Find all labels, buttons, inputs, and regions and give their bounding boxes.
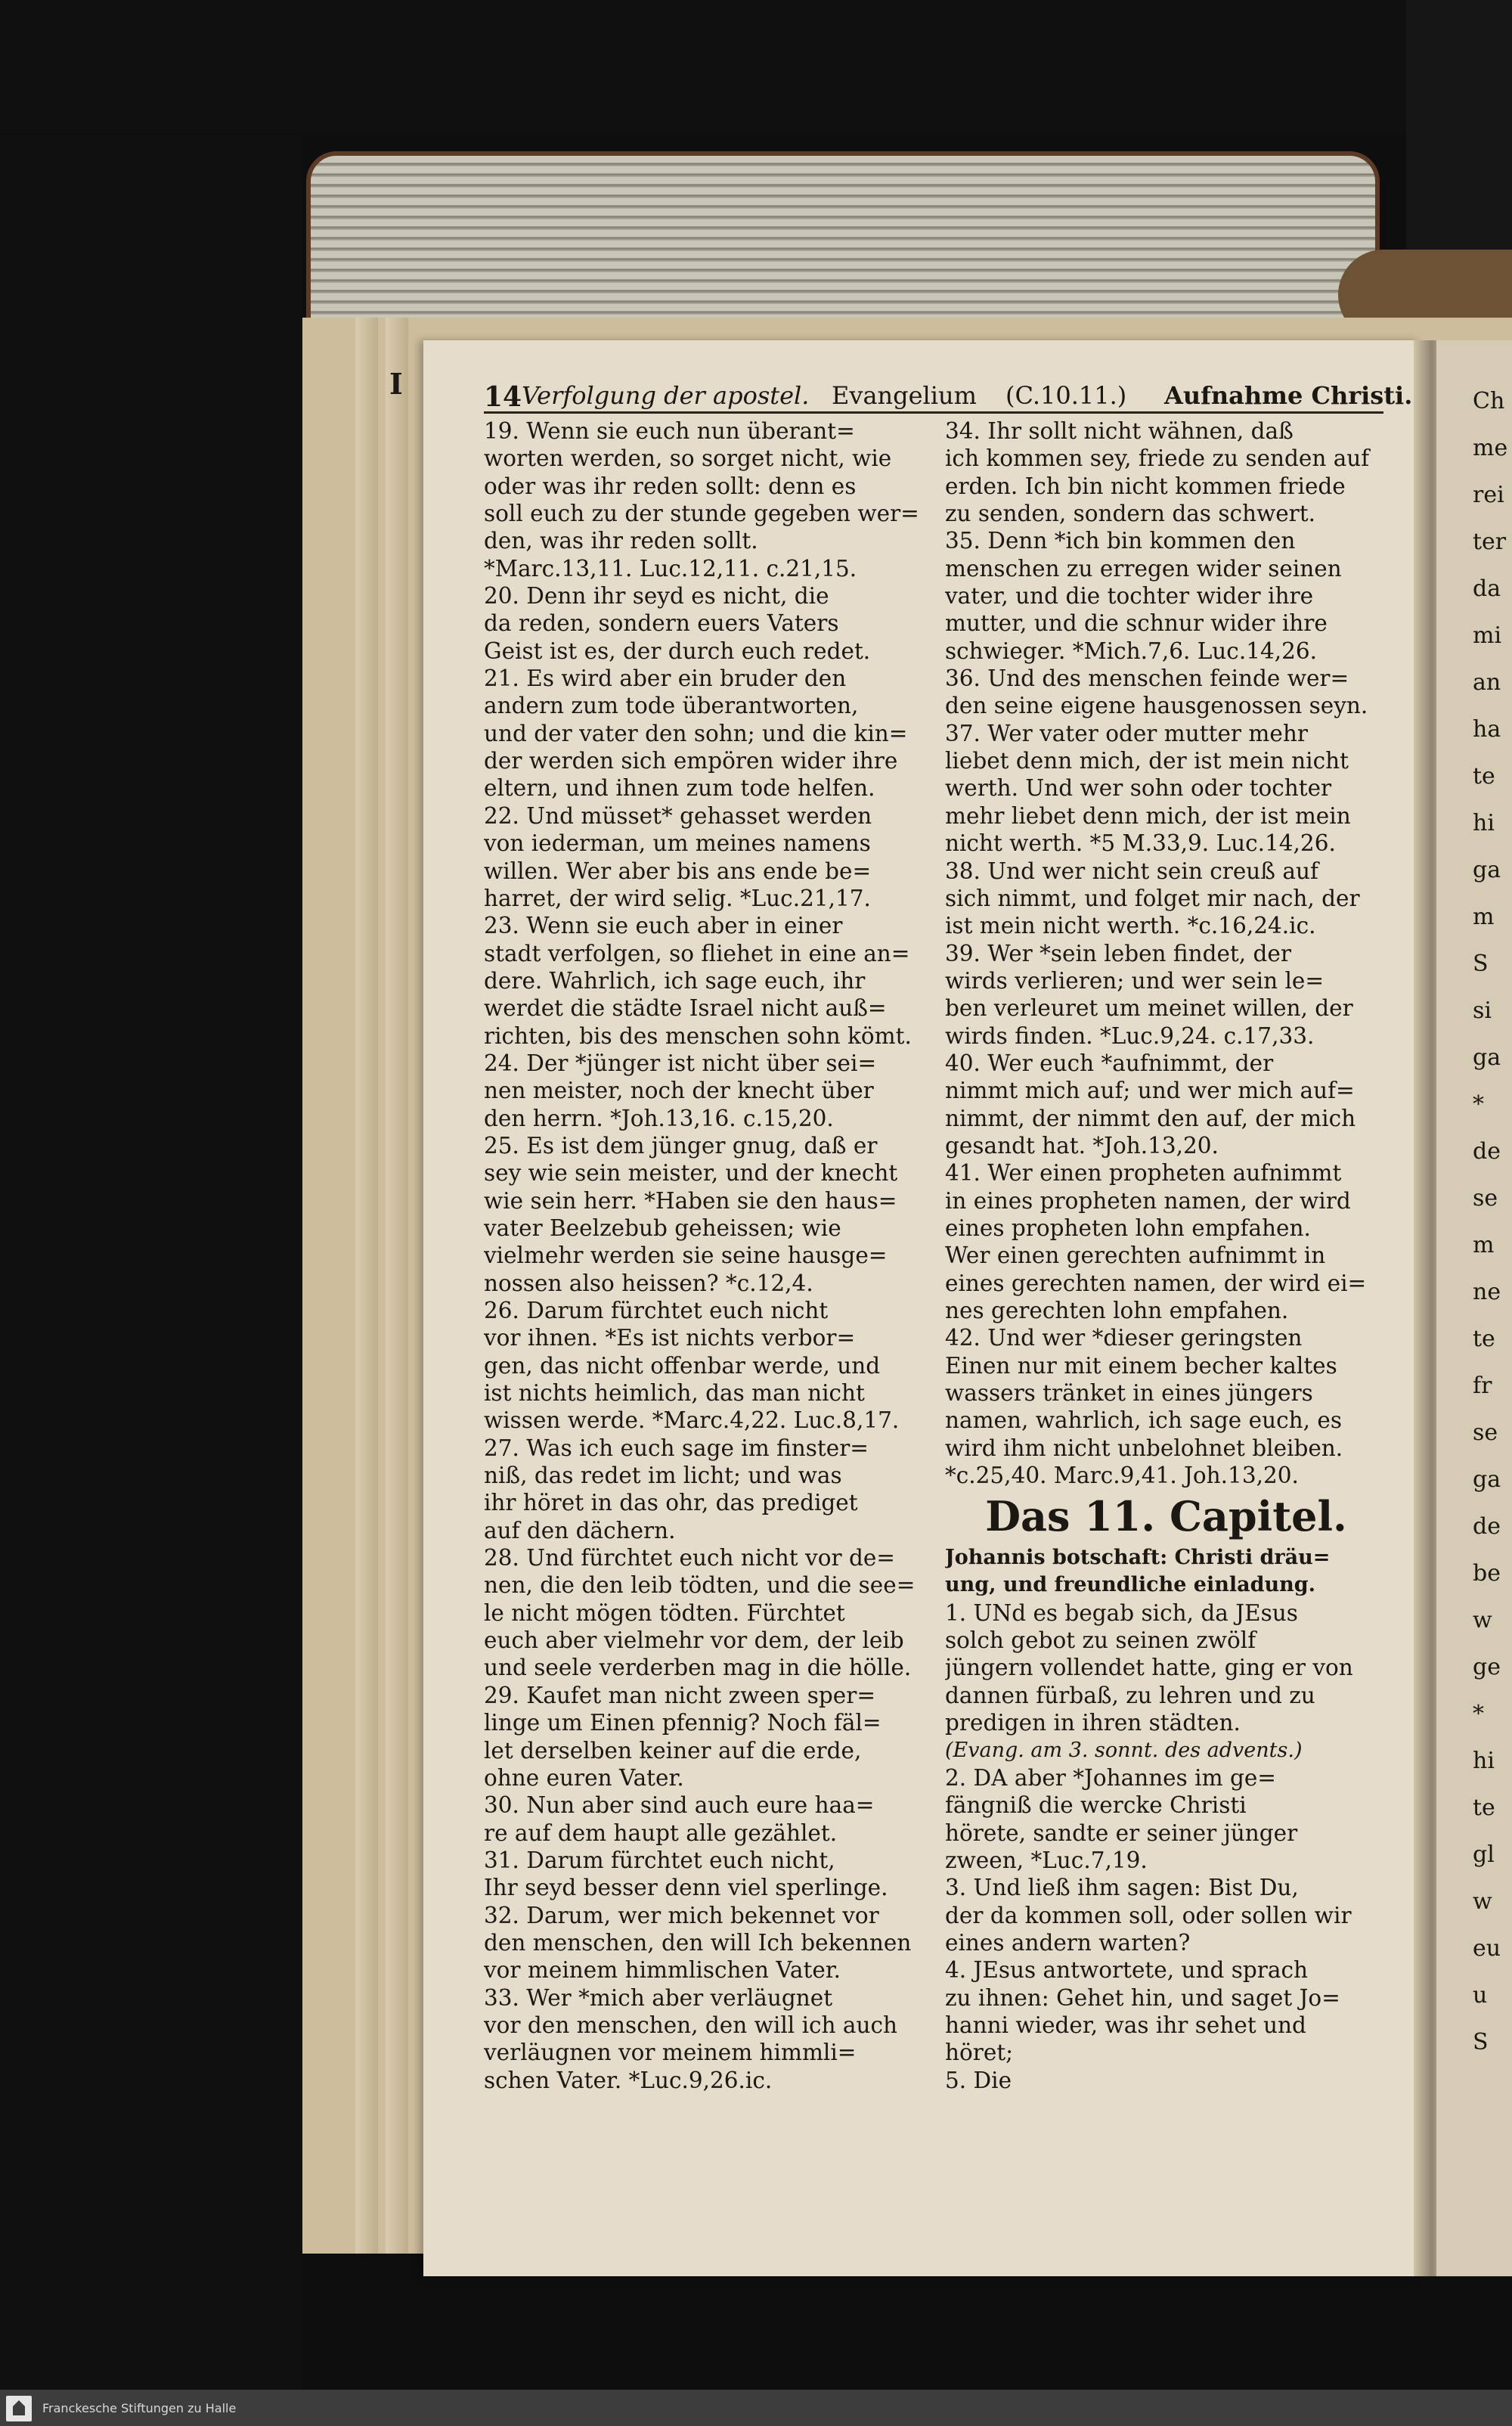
facing-page-fragment: m — [1473, 904, 1495, 930]
verse-line: gen, das nicht offenbar werde, und — [484, 1352, 881, 1379]
facing-page-fragments — [1473, 378, 1512, 2117]
facing-page-fragment: ge — [1473, 1654, 1501, 1680]
margin-mark: I — [389, 367, 403, 401]
verse-line: 41. Wer einen propheten aufnimmt — [945, 1160, 1342, 1187]
verse-line: richten, bis des menschen sohn kömt. — [484, 1022, 912, 1049]
verse-line: da reden, sondern euers Vaters — [484, 610, 839, 637]
verse-line: liebet denn mich, der ist mein nicht — [945, 748, 1349, 774]
facing-page-fragment: me — [1473, 435, 1508, 461]
verse-line: euch aber vielmehr vor dem, der leib — [484, 1627, 904, 1654]
verse-line: re auf dem haupt alle gezählet. — [484, 1820, 838, 1846]
verse-line: 33. Wer *mich aber verläugnet — [484, 1984, 833, 2011]
verse-line: 22. Und müsset* gehasset werden — [484, 802, 872, 829]
verse-line: 39. Wer *sein leben findet, der — [945, 940, 1291, 966]
facing-page-fragment: m — [1473, 1232, 1495, 1258]
chapter-heading: Das 11. Capitel. — [985, 1492, 1347, 1541]
facing-page-fragment: da — [1473, 575, 1501, 602]
verse-line: ist nichts heimlich, das man nicht — [484, 1380, 865, 1407]
facing-page-fragment: Ch — [1473, 388, 1505, 414]
verse-line: harret, der wird selig. *Luc.21,17. — [484, 885, 871, 911]
verse-line: zween, *Luc.7,19. — [945, 1847, 1148, 1873]
verse-line: ohne euren Vater. — [484, 1764, 684, 1791]
footer-text: Franckesche Stiftungen zu Halle — [42, 2401, 237, 2415]
facing-page-fragment: S — [1473, 2029, 1489, 2055]
verse-line: dannen fürbaß, zu lehren und zu — [945, 1682, 1315, 1708]
verse-line: höret; — [945, 2040, 1014, 2066]
verse-line: verläugnen vor meinem himmli= — [484, 2040, 857, 2066]
facing-page-fragment: w — [1473, 1888, 1492, 1915]
verse-line: den seine eigene hausgenossen seyn. — [945, 693, 1368, 719]
verse-line: 2. DA aber *Johannes im ge= — [945, 1764, 1277, 1791]
verse-line: 32. Darum, wer mich bekennet vor — [484, 1902, 879, 1928]
verse-line: nen, die den leib tödten, und die see= — [484, 1572, 916, 1599]
chapter-summary-line: Johannis botschaft: Christi dräu= — [945, 1546, 1331, 1570]
verse-line: vielmehr werden sie seine hausge= — [484, 1242, 888, 1269]
verse-line: und seele verderben mag in die hölle. — [484, 1655, 912, 1681]
verse-line: ist mein nicht werth. *c.16,24.ic. — [945, 913, 1316, 939]
verse-line: den herrn. *Joh.13,16. c.15,20. — [484, 1105, 834, 1131]
verse-line: 34. Ihr sollt nicht wähnen, daß — [945, 418, 1294, 444]
verse-line: 38. Und wer nicht sein creuß auf — [945, 858, 1318, 884]
verse-line: 29. Kaufet man nicht zween sper= — [484, 1682, 876, 1708]
verse-line: 28. Und fürchtet euch nicht vor de= — [484, 1545, 896, 1571]
verse-line: hörete, sandte er seiner jünger — [945, 1820, 1298, 1846]
verse-line: 26. Darum fürchtet euch nicht — [484, 1298, 829, 1323]
facing-page-fragment: an — [1473, 669, 1501, 696]
verse-line: wissen werde. *Marc.4,22. Luc.8,17. — [484, 1407, 900, 1434]
facing-page-fragment: rei — [1473, 482, 1504, 508]
verse-line: 1. UNd es begab sich, da JEsus — [945, 1599, 1298, 1626]
left-text-column — [484, 417, 926, 2191]
verse-line: nossen also heissen? *c.12,4. — [484, 1270, 813, 1296]
verse-line: 5. Die — [945, 2067, 1012, 2093]
verse-line: von iederman, um meines namens — [484, 830, 871, 857]
verse-line: der werden sich empören wider ihre — [484, 748, 898, 774]
facing-page-fragment: fr — [1473, 1373, 1492, 1399]
verse-line: le nicht mögen tödten. Fürchtet — [484, 1599, 845, 1626]
facing-page-fragment: te — [1473, 763, 1495, 790]
verse-line: ihr höret in das ohr, das prediget — [484, 1490, 858, 1516]
gospel-note: (Evang. am 3. sonnt. des advents.) — [945, 1738, 1303, 1762]
verse-line: eltern, und ihnen zum tode helfen. — [484, 775, 875, 802]
background-top — [0, 0, 1512, 136]
verse-line: eines propheten lohn empfahen. — [945, 1215, 1311, 1241]
facing-page-fragment: gl — [1473, 1841, 1495, 1868]
verse-line: 21. Es wird aber ein bruder den — [484, 665, 847, 692]
verse-line: und der vater den sohn; und die kin= — [484, 720, 908, 746]
verse-line: solch gebot zu seinen zwölf — [945, 1627, 1256, 1654]
header-chapter-ref: (C.10.11.) — [1005, 381, 1127, 410]
verse-line: namen, wahrlich, ich sage euch, es — [945, 1407, 1342, 1434]
verse-line: vater Beelzebub geheissen; wie — [484, 1215, 841, 1241]
verse-line: 24. Der *jünger ist nicht über sei= — [484, 1050, 877, 1076]
verse-line: *c.25,40. Marc.9,41. Joh.13,20. — [945, 1463, 1299, 1489]
verse-line: eines andern warten? — [945, 1929, 1191, 1956]
verse-line: niß, das redet im licht; und was — [484, 1463, 842, 1489]
verse-line: stadt verfolgen, so fliehet in eine an= — [484, 940, 910, 966]
facing-page-fragment: ga — [1473, 1044, 1501, 1071]
verse-line: 20. Denn ihr seyd es nicht, die — [484, 583, 829, 610]
verse-line: 27. Was ich euch sage im finster= — [484, 1435, 869, 1461]
verse-line: jüngern vollendet hatte, ging er von — [945, 1655, 1353, 1681]
verse-line: let derselben keiner auf die erde, — [484, 1737, 862, 1764]
verse-line: 25. Es ist dem jünger gnug, daß er — [484, 1132, 878, 1159]
background-left — [0, 0, 302, 2390]
verse-line: wird ihm nicht unbelohnet bleiben. — [945, 1435, 1343, 1461]
verse-line: 35. Denn *ich bin kommen den — [945, 528, 1296, 554]
verse-line: nes gerechten lohn empfahen. — [945, 1298, 1289, 1323]
verse-line: 19. Wenn sie euch nun überant= — [484, 418, 855, 444]
verse-line: oder was ihr reden sollt: denn es — [484, 473, 857, 499]
facing-page-fragment: ga — [1473, 1466, 1501, 1493]
verse-line: sich nimmt, und folget mir nach, der — [945, 885, 1360, 911]
verse-line: vor den menschen, den will ich auch — [484, 2012, 898, 2038]
verse-line: erden. Ich bin nicht kommen friede — [945, 473, 1346, 499]
verse-line: linge um Einen pfennig? Noch fäl= — [484, 1710, 881, 1736]
facing-page-fragment: te — [1473, 1326, 1495, 1352]
header-right-title: Aufnahme Christi. — [1164, 381, 1413, 410]
verse-line: nimmt, der nimmt den auf, der mich — [945, 1105, 1356, 1131]
verse-line: den menschen, den will Ich bekennen — [484, 1929, 912, 1956]
verse-line: worten werden, so sorget nicht, wie — [484, 445, 892, 472]
verse-line: 40. Wer euch *aufnimmt, der — [945, 1050, 1274, 1076]
verse-line: Ihr seyd besser denn viel sperlinge. — [484, 1875, 888, 1901]
verse-line: predigen in ihren städten. — [945, 1710, 1241, 1736]
verse-line: willen. Wer aber bis ans ende be= — [484, 858, 872, 884]
verse-line: ben verleuret um meinet willen, der — [945, 995, 1353, 1022]
institution-logo-icon — [6, 2396, 32, 2421]
verse-line: in eines propheten namen, der wird — [945, 1187, 1351, 1214]
verse-line: wie sein herr. *Haben sie den haus= — [484, 1187, 897, 1214]
verse-line: zu ihnen: Gehet hin, und saget Jo= — [945, 1984, 1340, 2011]
verse-line: sey wie sein meister, und der knecht — [484, 1160, 898, 1187]
verse-line: wirds finden. *Luc.9,24. c.17,33. — [945, 1022, 1315, 1049]
book-page-edges — [306, 151, 1380, 333]
verse-line: ich kommen sey, friede zu senden auf — [945, 445, 1370, 472]
verse-line: der da kommen soll, oder sollen wir — [945, 1902, 1352, 1928]
verse-line: werdet die städte Israel nicht auß= — [484, 995, 887, 1022]
facing-page-fragment: de — [1473, 1513, 1501, 1540]
facing-page-fragment: hi — [1473, 1748, 1495, 1774]
verse-line: dere. Wahrlich, ich sage euch, ihr — [484, 967, 866, 994]
facing-page-fragment: si — [1473, 997, 1492, 1024]
facing-page-fragment: se — [1473, 1185, 1498, 1211]
verse-line: Geist ist es, der durch euch redet. — [484, 638, 871, 664]
verse-line: wirds verlieren; und wer sein le= — [945, 967, 1325, 994]
verse-line: 31. Darum fürchtet euch nicht, — [484, 1847, 835, 1873]
verse-line: Einen nur mit einem becher kaltes — [945, 1352, 1337, 1379]
verse-line: Wer einen gerechten aufnimmt in — [945, 1242, 1326, 1269]
verse-line: den, was ihr reden sollt. — [484, 528, 758, 554]
facing-page-fragment: mi — [1473, 622, 1502, 649]
verse-line: gesandt hat. *Joh.13,20. — [945, 1132, 1219, 1159]
verse-line: andern zum tode überantworten, — [484, 693, 859, 719]
header-center-title: Evangelium — [832, 381, 977, 410]
facing-page-fragment: se — [1473, 1419, 1498, 1446]
verse-line: *Marc.13,11. Luc.12,11. c.21,15. — [484, 555, 857, 582]
verse-line: eines gerechten namen, der wird ei= — [945, 1270, 1367, 1296]
verse-line: wassers tränket in eines jüngers — [945, 1380, 1313, 1407]
facing-page-fragment: ha — [1473, 716, 1501, 743]
facing-page-fragment: w — [1473, 1607, 1492, 1633]
page-stack-edge — [386, 318, 408, 2254]
page-stack-edge — [355, 318, 378, 2254]
verse-line: mutter, und die schnur wider ihre — [945, 610, 1328, 637]
verse-line: nen meister, noch der knecht über — [484, 1078, 874, 1104]
facing-page-fragment: de — [1473, 1138, 1501, 1165]
verse-line: mehr liebet denn mich, der ist mein — [945, 802, 1351, 829]
verse-line: nimmt mich auf; und wer mich auf= — [945, 1078, 1355, 1104]
verse-line: 37. Wer vater oder mutter mehr — [945, 720, 1308, 746]
verse-line: 4. JEsus antwortete, und sprach — [945, 1957, 1308, 1984]
facing-page-fragment: be — [1473, 1560, 1501, 1587]
verse-line: menschen zu erregen wider seinen — [945, 555, 1342, 582]
verse-line: soll euch zu der stunde gegeben wer= — [484, 501, 919, 527]
facing-page-fragment: te — [1473, 1795, 1495, 1821]
verse-line: schen Vater. *Luc.9,26.ic. — [484, 2067, 773, 2093]
facing-page-fragment: u — [1473, 1982, 1488, 2009]
verse-line: fängniß die wercke Christi — [945, 1792, 1247, 1819]
verse-line: auf den dächern. — [484, 1517, 676, 1543]
verse-line: vor ihnen. *Es ist nichts verbor= — [484, 1325, 856, 1351]
facing-page-fragment: * — [1473, 1091, 1484, 1118]
facing-page-fragment: ne — [1473, 1279, 1501, 1305]
page-number: 14 — [484, 381, 522, 413]
verse-line: 23. Wenn sie euch aber in einer — [484, 913, 843, 939]
header-left-title: Verfolgung der apostel. — [522, 381, 810, 410]
facing-page-fragment: ter — [1473, 529, 1507, 555]
verse-line: 3. Und ließ ihm sagen: Bist Du, — [945, 1875, 1299, 1901]
facing-page-fragment: hi — [1473, 810, 1495, 836]
verse-line: 30. Nun aber sind auch eure haa= — [484, 1792, 875, 1819]
verse-line: 36. Und des menschen feinde wer= — [945, 665, 1349, 692]
facing-page-fragment: eu — [1473, 1935, 1501, 1962]
verse-line: 42. Und wer *dieser geringsten — [945, 1325, 1303, 1351]
verse-line: nicht werth. *5 M.33,9. Luc.14,26. — [945, 830, 1336, 857]
facing-page-fragment: * — [1473, 1701, 1484, 1727]
verse-line: vater, und die tochter wider ihre — [945, 583, 1314, 610]
facing-page-fragment: S — [1473, 951, 1489, 977]
verse-line: vor meinem himmlischen Vater. — [484, 1957, 841, 1984]
chapter-summary-line: ung, und freundliche einladung. — [945, 1573, 1316, 1597]
running-header — [484, 378, 1413, 414]
verse-line: hanni wieder, was ihr sehet und — [945, 2012, 1306, 2038]
right-text-column — [945, 417, 1387, 2191]
footer-bar — [0, 2390, 1512, 2426]
verse-line: schwieger. *Mich.7,6. Luc.14,26. — [945, 638, 1318, 664]
facing-page-fragment: ga — [1473, 857, 1501, 883]
verse-line: werth. Und wer sohn oder tochter — [945, 775, 1332, 802]
verse-line: zu senden, sondern das schwert. — [945, 501, 1316, 527]
